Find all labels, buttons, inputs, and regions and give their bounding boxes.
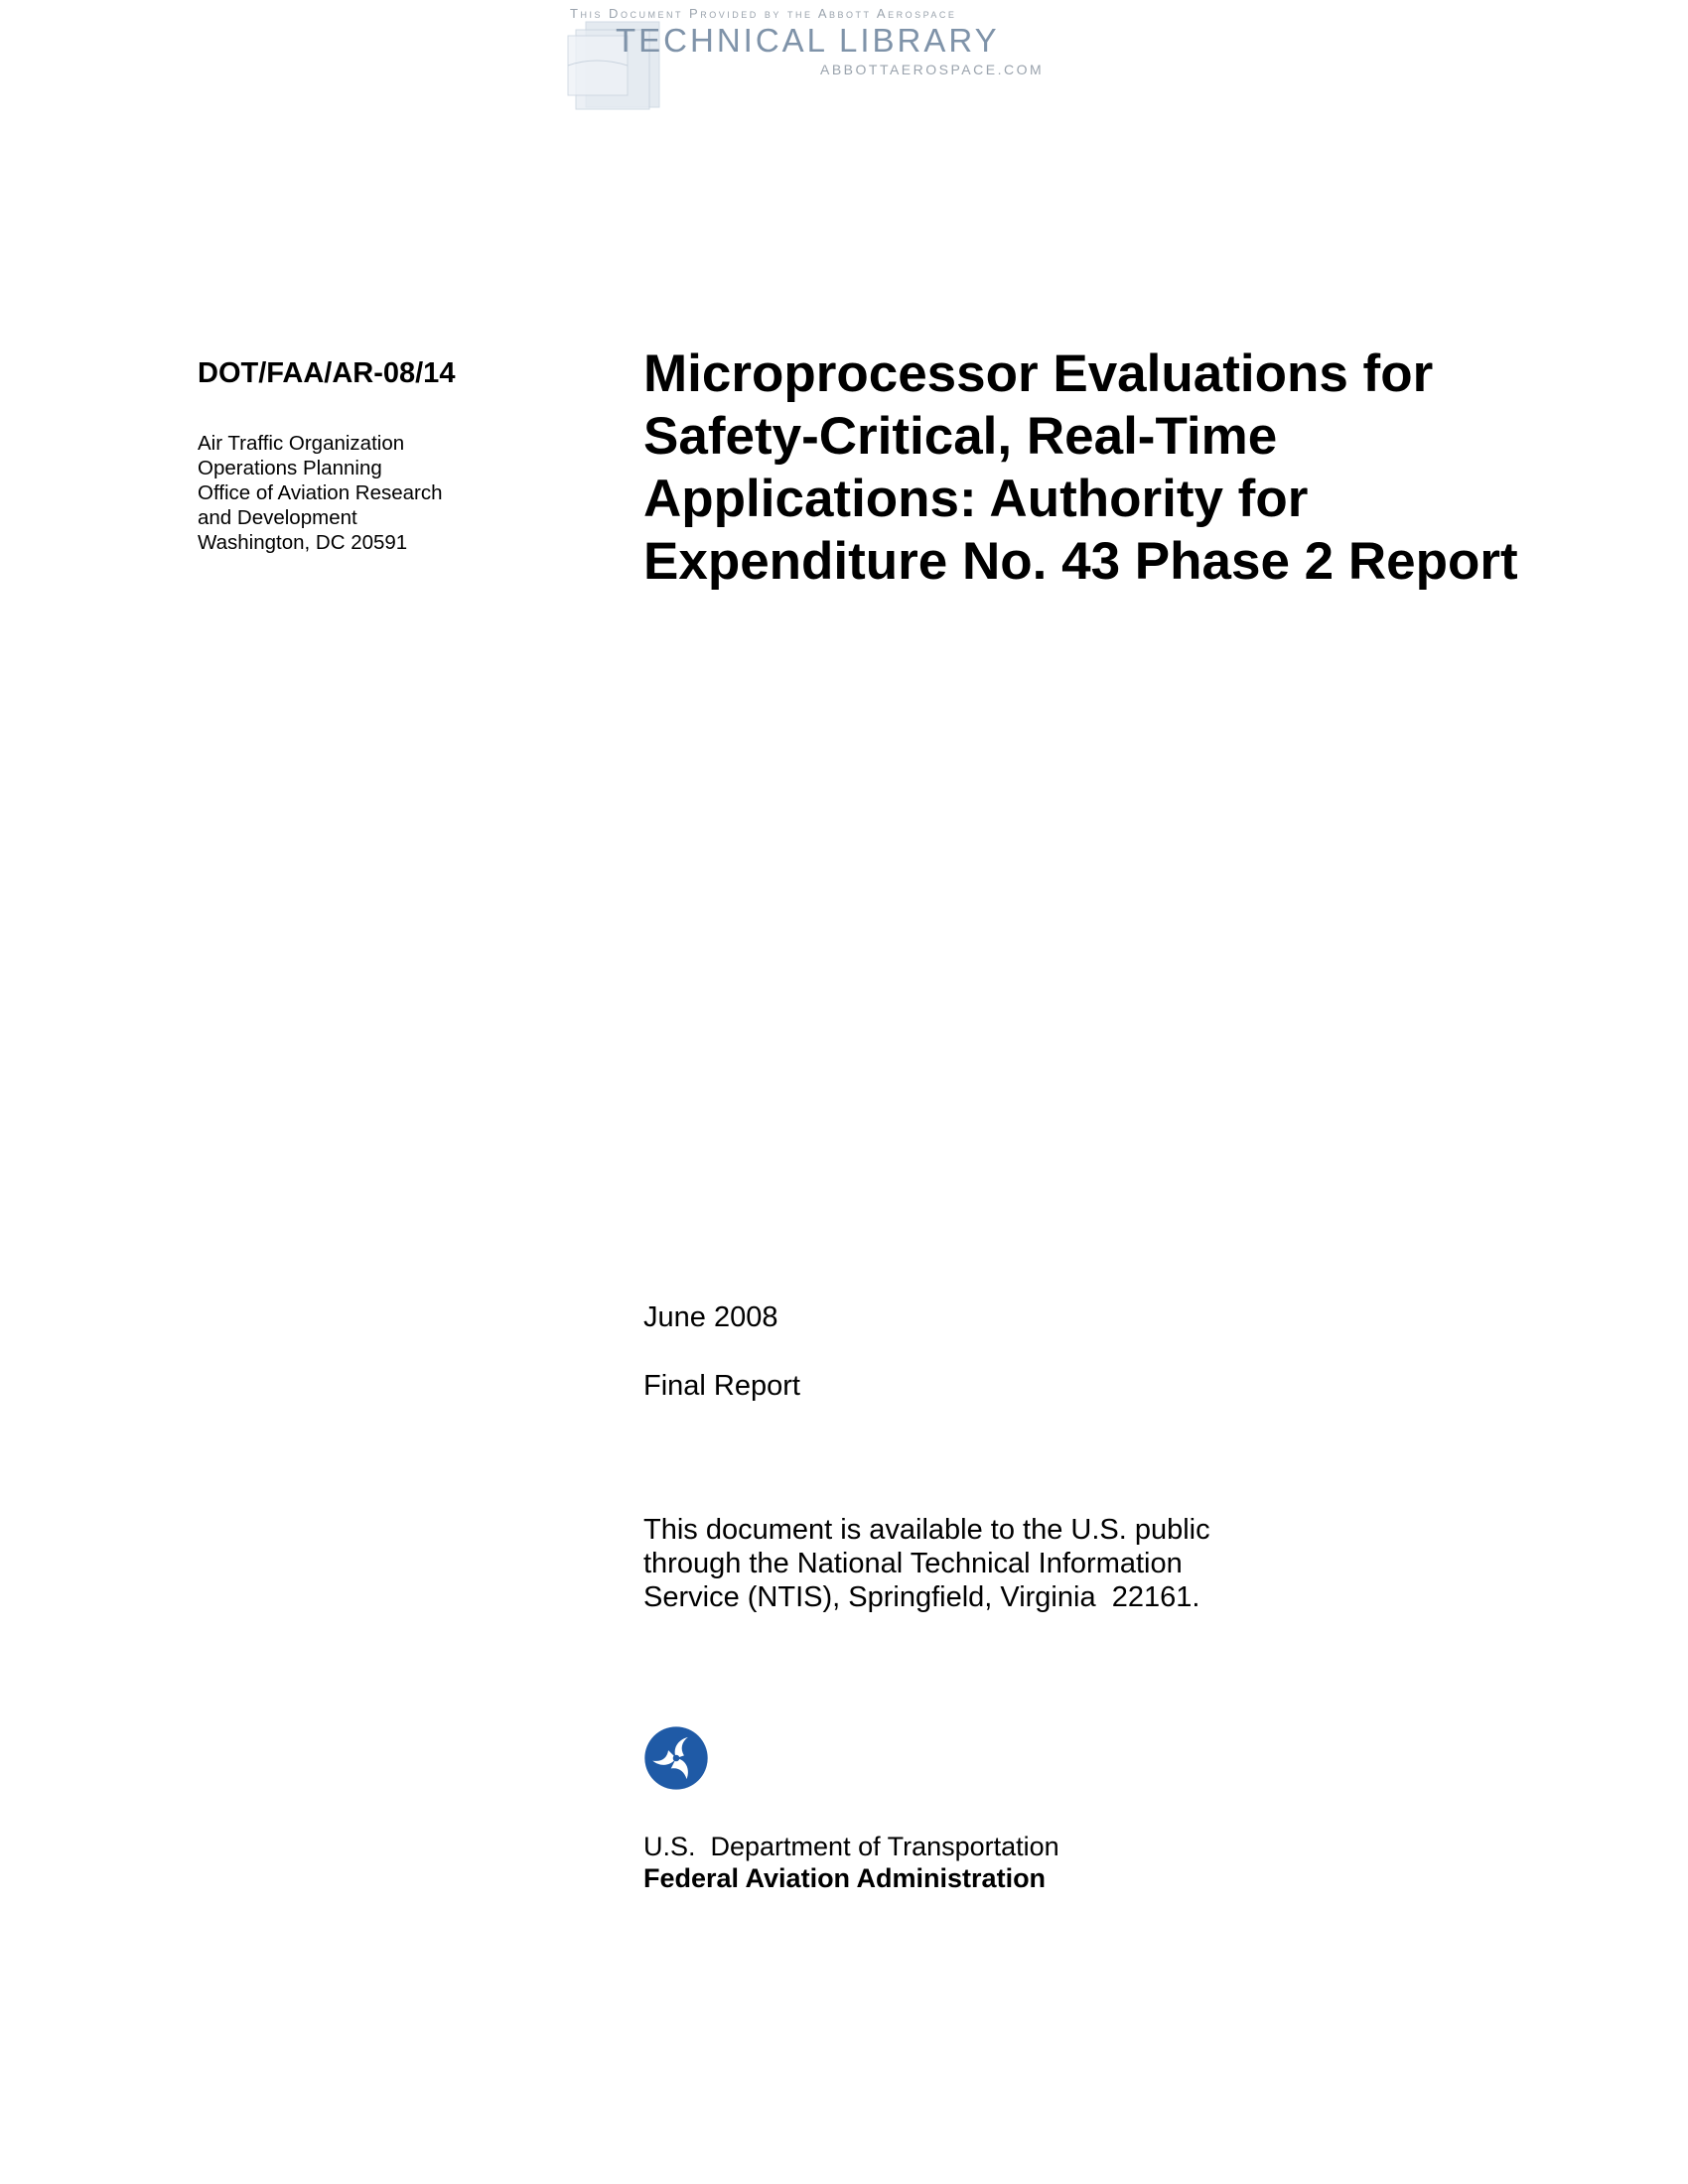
org-line: Office of Aviation Research xyxy=(198,481,443,504)
availability-statement xyxy=(643,1513,1210,1614)
report-date: June 2008 xyxy=(643,1301,778,1333)
report-type: Final Report xyxy=(643,1370,800,1402)
report-number: DOT/FAA/AR-08/14 xyxy=(198,357,456,389)
org-line: Washington, DC 20591 xyxy=(198,531,408,554)
title-line: Microprocessor Evaluations for xyxy=(643,344,1434,403)
department-name: U.S. Department of Transportation xyxy=(643,1832,1059,1861)
watermark-line-provided-by: This Document Provided by the Abbott Aerospace xyxy=(570,6,957,21)
availability-line: Service (NTIS), Springfield, Virginia 22161. xyxy=(643,1581,1200,1613)
abbott-watermark xyxy=(556,4,1112,113)
org-line: and Development xyxy=(198,506,357,529)
administration-name: Federal Aviation Administration xyxy=(643,1863,1047,1893)
org-line: Operations Planning xyxy=(198,457,382,479)
availability-line: This document is available to the U.S. public xyxy=(643,1514,1210,1546)
report-title xyxy=(643,342,1636,593)
org-line: Air Traffic Organization xyxy=(198,432,405,455)
title-line: Safety-Critical, Real-Time xyxy=(643,407,1278,466)
availability-line: through the National Technical Information xyxy=(643,1548,1183,1579)
watermark-line-technical-library: TECHNICAL LIBRARY xyxy=(616,22,1000,59)
dot-triskelion-logo-icon xyxy=(643,1725,709,1791)
organization-address xyxy=(198,431,443,555)
title-line: Applications: Authority for xyxy=(643,470,1309,528)
watermark-line-website: ABBOTTAEROSPACE.COM xyxy=(820,62,1045,77)
agency-block xyxy=(643,1831,1059,1894)
title-line: Expenditure No. 43 Phase 2 Report xyxy=(643,532,1518,591)
